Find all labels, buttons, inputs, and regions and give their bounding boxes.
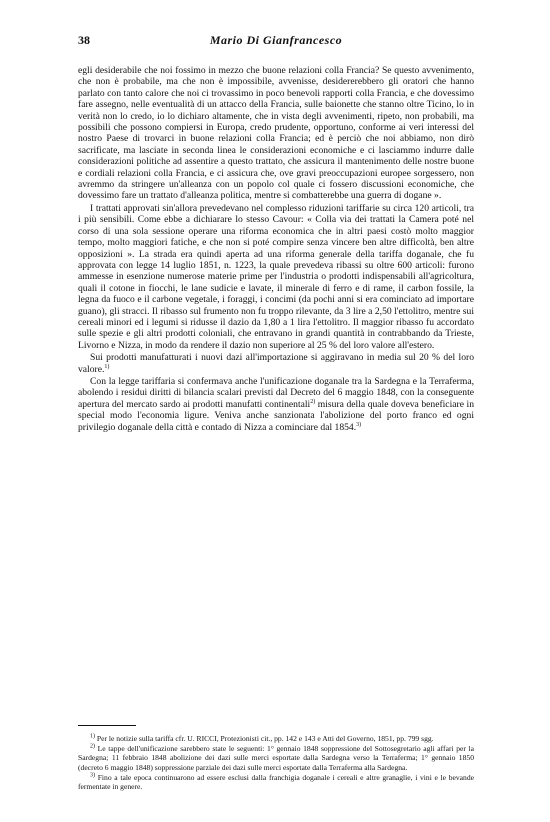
paragraph-text: misura della quale doveva beneficiare in special modo l'economia ligure. Veniva anche sanzionata l'abolizione del porto franco ed ogni privilegio doganale della città e contado di Nizza a cominciare dal 1854.	[78, 398, 474, 433]
page-header	[78, 33, 474, 49]
footnote-mark: 2)	[310, 398, 316, 405]
footnote-number: 1)	[90, 733, 95, 740]
paragraph: I trattati approvati sin'allora prevedevano nel complesso riduzioni tariffarie su circa 120 articoli, tra i più sensibili. Come ebbe a dichiarare lo stesso Cavour: « Colla via dei trattati la Camera poté nel corso di una sola sessione operare una riforma economica che in altri paesi costò molto maggior tempo, molto maggiori fatiche, e che non si poté compire senza vincere ben altre difficoltà, ben altre opposizioni ». La strada era quindi aperta ad una riforma generale della tariffa doganale, che fu approvata con legge 14 luglio 1851, n. 1223, la quale prevedeva ribassi su oltre 600 articoli: furono ammesse in esenzione numerose materie prime per l'industria o prodotti indispensabili all'agricoltura, quali il cotone in fiocchi, le lane sudicie e lavate, il minerale di ferro e di rame, il carbon fossile, la legna da fuoco e il carbone vegetale, i foraggi, i concimi (da pochi anni si era cominciato ad importare guano), gli stracci. Il ribasso sul frumento non fu troppo rilevante, da 3 lire a 2,50 l'ettolitro, mentre sui cereali minori ed i legumi si ridusse il dazio da 1,80 a 1 lira l'ettolitro. Il maggior ribasso fu accordato sulle spezie e gli altri prodotti coloniali, che entravano in grandi quantità in contrabbando da Trieste, Livorno e Nizza, in modo da rendere il dazio non superiore al 25 % del loro valore all'estero.	[78, 202, 474, 351]
footnote-mark: 3)	[356, 421, 362, 428]
paragraph-text: Con la legge tariffaria si confermava anche l'unificazione doganale tra la Sardegna e la Terraferma, abolendo i residui diritti di bilancia scalari previsti dal Decreto del 6 maggio 1848, con la conseguente apertura del mercato sardo ai prodotti manufatti continentali	[78, 375, 474, 410]
footnote	[78, 773, 474, 792]
body-text	[78, 65, 474, 434]
footnote-text: Per le notizie sulla tariffa cfr. U. RICCI, Protezionisti cit., pp. 142 e 143 e Atti del Governo, 1851, pp. 799 sgg.	[96, 734, 434, 743]
footnote	[78, 734, 474, 743]
footnote-text: Le tappe dell'unificazione sarebbero state le seguenti: 1° gennaio 1848 soppressione del Sottosegretario agli affari per la Sardegna; 11 febbraio 1848 abolizione dei dazi sulle merci esportate dalla Sardegna verso la Terraferma; 1° gennaio 1850 (decreto 6 maggio 1848) soppressione parziale dei dazi sulle merci esportate dalla Terraferma alla Sardegna.	[78, 743, 474, 772]
footnote	[78, 744, 474, 772]
footnotes	[78, 734, 474, 792]
footnote-mark: 1)	[104, 363, 110, 370]
footnote-number: 3)	[90, 772, 95, 779]
footnote-number: 2)	[90, 743, 95, 750]
paragraph: egli desiderabile che noi fossimo in mezzo che buone relazioni colla Francia? Se questo avvenimento, che non è probabile, ma che non è impossibile, avvenisse, desidererebbero gli oratori che hanno parlato con tanto calore che noi ci trovassimo in poco benevoli rapporti colla Francia, e che dovessimo fare assegno, nelle eventualità di un attacco della Francia, sulle baionette che stanno oltre Ticino, lo in verità non lo credo, io lo dichiaro altamente, che in vista degli avvenimenti, ripeto, non probabili, ma possibili che possono compiersi in Europa, credo prudente, opportuno, conforme ai veri interessi del nostro Paese di trovarci in buone relazioni colla Francia; ed è perciò che noi abbiamo, non dirò sacrificate, ma lasciate in seconda linea le considerazioni economiche e ci lasciammo indurre dalle considerazioni politiche ad assentire a questo trattato, che assicura il mantenimento delle nostre buone e cordiali relazioni colla Francia, e ci assicura che, ove gravi preoccupazioni europee sorgessero, non avremmo da stringere un'alleanza con un popolo col quale ci fossero discussioni economiche, che dovessimo fare un trattato d'alleanza politica, mentre si combatterebbe una guerra di dogane ».	[78, 65, 474, 202]
paragraph	[78, 376, 474, 433]
paragraph-text: Sui prodotti manufatturati i nuovi dazi all'importazione si aggiravano in media sul 20 % del loro valore.	[78, 352, 474, 375]
footnote-text: Fino a tale epoca continuarono ad essere esclusi dalla franchigia doganale i cereali e altre granaglie, i vini e le bevande fermentate in genere.	[78, 772, 474, 792]
paragraph	[78, 352, 474, 375]
page-number: 38	[78, 33, 90, 47]
footnote-divider	[78, 725, 136, 726]
running-title: Mario Di Gianfrancesco	[209, 33, 343, 47]
